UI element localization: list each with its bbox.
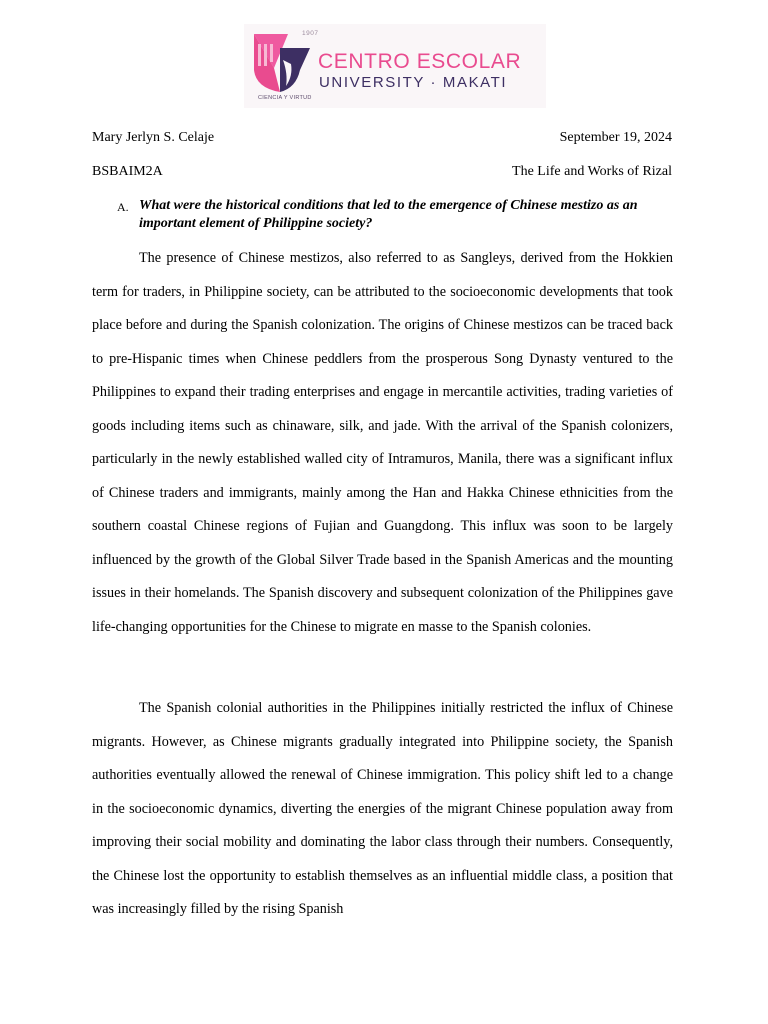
author-name: Mary Jerlyn S. Celaje bbox=[92, 130, 215, 145]
body-paragraph-1: The presence of Chinese mestizos, also referred to as Sangleys, derived from the Hokkien term for traders, in Philippine society, can be attributed to the socioeconomic developments that took place before and during the Spanish colonization. The origins of Chinese mestizos can be traced back to pre-Hispanic times when Chinese peddlers from the prosperous Song Dynasty ventured to the Philippines to expand their trading enterprises and engage in mercantile activities, trading varieties of goods including items such as chinaware, silk, and jade. With the arrival of the Spanish colonizers, particularly in the newly established walled city of Intramuros, Manila, there was a significant influx of Chinese traders and immigrants, mainly among the Han and Hakka Chinese ethnicities from the southern coastal Chinese regions of Fujian and Guangdong. This influx was soon to be largely influenced by the growth of the Global Silver Trade based in the Spanish Americas and the mounting issues in their homelands. The Spanish discovery and subsequent colonization of the Philippines gave life-changing opportunities for the Chinese to migrate en masse to the Spanish colonies. bbox=[92, 250, 673, 635]
course-title: The Life and Works of Rizal bbox=[512, 164, 672, 179]
logo-name-line2: UNIVERSITY · MAKATI bbox=[319, 74, 508, 91]
logo-year: 1907 bbox=[302, 30, 319, 37]
logo-motto: CIENCIA Y VIRTUD bbox=[258, 95, 312, 101]
question-marker: A. bbox=[117, 200, 129, 214]
university-logo bbox=[244, 24, 546, 108]
body-paragraph-2: The Spanish colonial authorities in the Philippines initially restricted the influx of Chinese migrants. However, as Chinese migrants gradually integrated into Philippine society, the Spanish authorities eventually allowed the renewal of Chinese immigration. This policy shift led to a change in the socioeconomic dynamics, diverting the energies of the migrant Chinese population away from improving their social mobility and dominating the labor class through their numbers. Consequently, the Chinese lost the opportunity to establish themselves as an influential middle class, a position that was increasingly filled by the rising Spanish bbox=[92, 700, 673, 917]
document-date: September 19, 2024 bbox=[559, 130, 672, 145]
section-code: BSBAIM2A bbox=[92, 164, 163, 179]
university-crest-icon bbox=[250, 30, 314, 96]
question-text: What were the historical conditions that led to the emergence of Chinese mestizo as an important element of Philippine society? bbox=[139, 198, 638, 231]
logo-name-line1: CENTRO ESCOLAR bbox=[318, 50, 522, 73]
